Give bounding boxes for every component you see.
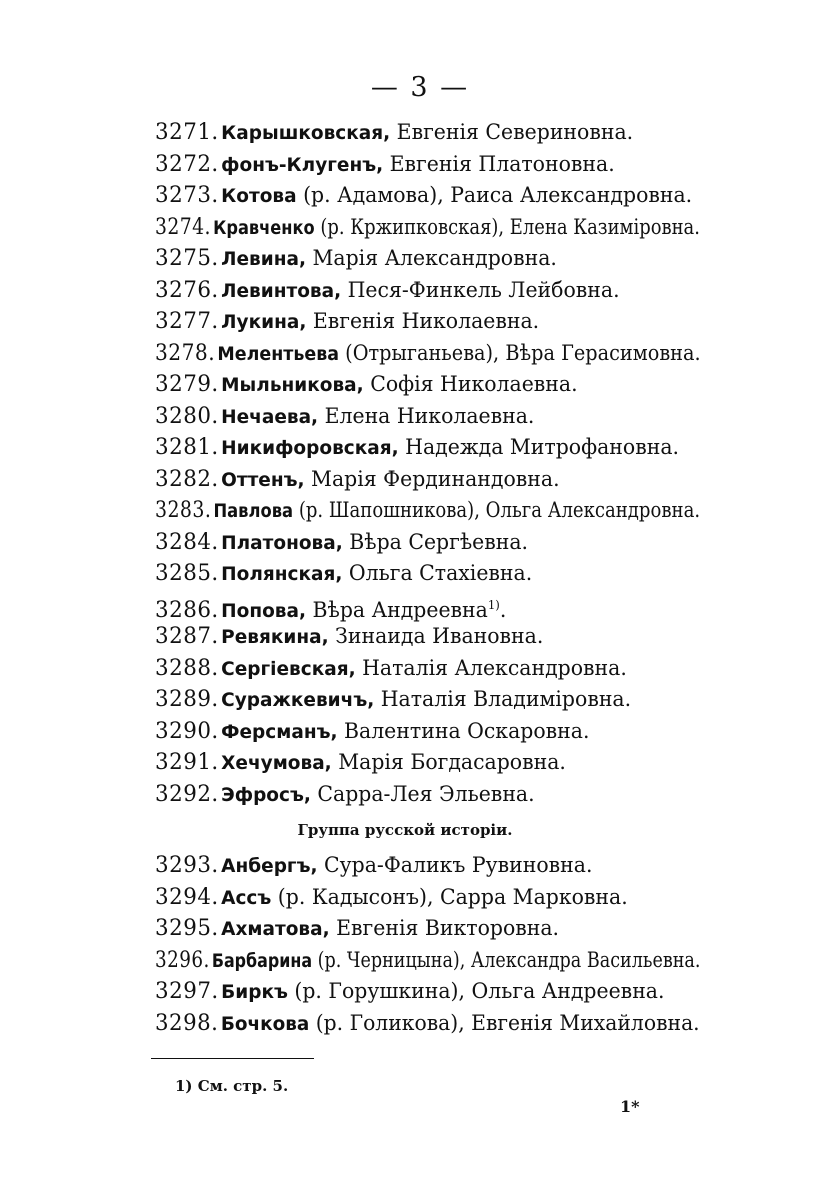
entry-group-main: [155, 117, 715, 810]
list-item: [155, 976, 700, 1008]
entry-surname: Бочкова: [220, 1012, 310, 1035]
list-item: [155, 1008, 700, 1040]
entry-group-russian-history: [155, 850, 715, 1039]
entry-number: 3287.: [155, 624, 219, 649]
signature-mark: 1*: [620, 1097, 640, 1116]
entry-surname: Мелентьева: [217, 342, 340, 365]
entry-number: 3273.: [155, 183, 219, 208]
list-item: [155, 558, 700, 590]
entry-surname: Барбарина: [211, 949, 313, 972]
entry-number: 3279.: [155, 372, 219, 397]
entry-surname: Попова,: [221, 599, 307, 622]
list-item: [155, 495, 701, 527]
entry-given-names: Валентина Оскаровна.: [337, 718, 590, 743]
entry-surname: Эфросъ,: [221, 783, 311, 806]
entry-surname: Котова: [221, 185, 297, 207]
entry-surname: Ассъ: [221, 886, 272, 909]
entry-given-names: Марія Александровна.: [305, 246, 557, 270]
entry-given-names: (р. Горушкина), Ольга Андреевна.: [287, 979, 665, 1003]
entry-number: 3292.: [155, 781, 219, 807]
list-item: [155, 369, 700, 401]
entry-surname: Суражкевичъ,: [221, 689, 375, 711]
entry-number: 3290.: [155, 718, 219, 744]
entry-given-names: Марія Фердинандовна.: [304, 466, 560, 491]
entry-surname: Никифоровская,: [221, 437, 399, 459]
list-item: [155, 401, 700, 433]
entry-surname: Ферсманъ,: [221, 720, 338, 743]
entry-number: 3297.: [155, 979, 219, 1004]
entry-given-names: Сура-Фаликъ Рувиновна.: [317, 853, 593, 877]
list-item: [155, 882, 700, 914]
entry-given-names: (р. Адамова), Раиса Александровна.: [296, 183, 693, 207]
list-item: [155, 945, 701, 977]
entry-number: 3296.: [155, 947, 210, 973]
entry-surname: Нечаева,: [221, 405, 319, 428]
entry-given-names: Вѣра Сергѣевна.: [342, 529, 529, 554]
entry-surname: Ахматова,: [221, 918, 330, 940]
entry-number: 3275.: [155, 246, 219, 271]
list-item: [155, 621, 700, 653]
entry-surname: Левина,: [221, 248, 306, 270]
list-item: [155, 913, 700, 945]
list-item: [155, 684, 700, 716]
entry-given-names: (р. Кадысонъ), Сарра Марковна.: [271, 884, 628, 909]
list-item: [155, 716, 700, 748]
entry-surname: Карышковская,: [221, 122, 391, 144]
entry-surname: Полянская,: [221, 563, 343, 585]
entry-surname: Мыльникова,: [221, 374, 364, 396]
entry-given-names: (р. Черницына), Александра Васильевна.: [312, 947, 701, 972]
list-item: [155, 275, 700, 307]
entry-number: 3280.: [155, 403, 219, 429]
list-item: [155, 590, 700, 622]
entry-number: 3291.: [155, 750, 219, 775]
entry-given-names: Евгенія Севериновна.: [390, 120, 634, 144]
list-item: [155, 850, 700, 882]
list-item: [155, 338, 701, 370]
entry-punctuation: .: [499, 597, 507, 622]
entry-given-names: Евгенія Николаевна.: [306, 309, 540, 333]
entry-surname: Сергіевская,: [221, 657, 356, 680]
entry-given-names: Песя-Финкель Лейбовна.: [341, 277, 620, 302]
entry-given-names: Сарра-Лея Эльевна.: [310, 781, 535, 806]
entry-number: 3288.: [155, 655, 219, 681]
list-item: [155, 653, 700, 685]
entry-surname: Левинтова,: [221, 279, 342, 302]
entry-surname: Биркъ: [221, 981, 288, 1003]
entry-given-names: Зинаида Ивановна.: [328, 624, 544, 648]
entry-number: 3277.: [155, 309, 219, 334]
page-number: — 3 —: [370, 72, 470, 103]
entry-number: 3283.: [155, 498, 212, 523]
entry-number: 3298.: [155, 1010, 219, 1036]
entry-surname: Оттенъ,: [221, 468, 305, 491]
entry-given-names: Вѣра Андреевна: [306, 597, 488, 622]
entry-surname: Платонова,: [221, 531, 343, 554]
entry-surname: Кравченко: [213, 216, 315, 239]
entry-given-names: (р. Кржипковская), Елена Казиміровна.: [314, 214, 700, 239]
entry-number: 3271.: [155, 120, 219, 145]
entry-number: 3282.: [155, 466, 219, 492]
entry-given-names: Ольга Стахіевна.: [342, 561, 533, 585]
list-item: [155, 464, 700, 496]
entry-given-names: Евгенія Платоновна.: [383, 151, 615, 176]
entry-number: 3276.: [155, 277, 219, 303]
footnote: 1) См. стр. 5.: [175, 1077, 289, 1095]
footnote-marker: 1): [487, 597, 500, 612]
list-item: [155, 117, 700, 149]
section-heading: Группа русской исторіи.: [297, 821, 513, 839]
entry-number: 3293.: [155, 853, 219, 878]
entry-number: 3272.: [155, 151, 219, 177]
entry-number: 3295.: [155, 916, 219, 941]
entry-surname: Павлова: [213, 500, 294, 522]
list-item: [155, 432, 700, 464]
entry-given-names: Елена Николаевна.: [318, 403, 535, 428]
list-item: [155, 527, 700, 559]
list-item: [155, 747, 700, 779]
list-item: [155, 149, 700, 181]
entry-number: 3274.: [155, 214, 211, 240]
entry-given-names: Марія Богдасаровна.: [331, 750, 566, 774]
list-item: [155, 243, 700, 275]
footnote-divider: [151, 1058, 314, 1059]
entry-given-names: Наталія Владиміровна.: [374, 687, 632, 711]
list-item: [155, 212, 700, 244]
entry-surname: Анбергъ,: [221, 855, 318, 877]
entry-number: 3286.: [155, 597, 219, 623]
entry-given-names: Софія Николаевна.: [363, 372, 578, 396]
entry-surname: Лукина,: [221, 311, 307, 333]
entry-given-names: (Отрыганьева), Вѣра Герасимовна.: [339, 340, 701, 365]
entry-given-names: Евгенія Викторовна.: [329, 916, 560, 940]
entry-given-names: (р. Шапошникова), Ольга Александровна.: [293, 498, 701, 522]
entry-given-names: (р. Голикова), Евгенія Михайловна.: [309, 1010, 700, 1035]
list-item: [155, 180, 700, 212]
entry-number: 3294.: [155, 884, 219, 910]
list-item: [155, 779, 700, 811]
entry-surname: Хечумова,: [221, 752, 332, 774]
entry-number: 3281.: [155, 435, 219, 460]
entry-given-names: Наталія Александровна.: [355, 655, 627, 680]
entry-given-names: Надежда Митрофановна.: [398, 435, 679, 459]
list-item: [155, 306, 700, 338]
entry-number: 3278.: [155, 340, 216, 366]
entry-surname: фонъ-Клугенъ,: [221, 153, 384, 176]
entry-surname: Ревякина,: [221, 626, 329, 648]
entry-number: 3284.: [155, 529, 219, 555]
entry-number: 3285.: [155, 561, 219, 586]
entry-number: 3289.: [155, 687, 219, 712]
entry-list: [155, 117, 715, 1039]
